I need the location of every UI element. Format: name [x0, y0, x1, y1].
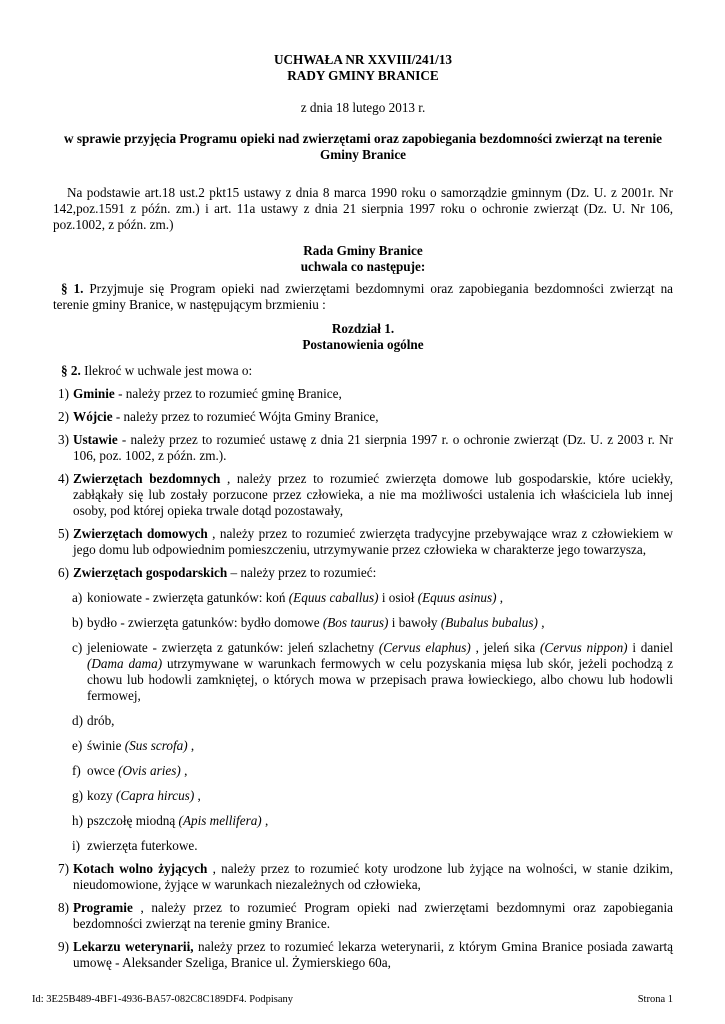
- sub-item-text: ,: [180, 763, 188, 778]
- sub-item-letter: f): [72, 763, 81, 778]
- item-number: 4): [58, 471, 69, 486]
- paragraph-1-mark: § 1.: [61, 281, 84, 296]
- item-text: - należy przez to rozumieć gminę Branice,: [114, 386, 342, 401]
- latin-name: (Apis mellifera): [178, 813, 262, 828]
- item-term: Gminie: [73, 386, 115, 401]
- sub-item: [53, 838, 673, 854]
- sub-item-text: owce: [87, 763, 119, 778]
- sub-item-letter: c): [72, 640, 83, 655]
- sub-item-text: pszczołę miodną: [87, 813, 179, 828]
- item-number: 3): [58, 432, 69, 447]
- item-term: Ustawie: [73, 432, 118, 447]
- sub-item-letter: b): [72, 615, 83, 630]
- chapter-line-2: Postanowienia ogólne: [302, 337, 424, 352]
- definition-item: [53, 861, 673, 893]
- sub-item-letter: d): [72, 713, 83, 728]
- sub-item-letter: g): [72, 788, 83, 803]
- item-text: , należy przez to rozumieć zwierzęta tradycyjne przebywające wraz z człowiekiem w jego domu lub odpowiednim pomieszczeniu, utrzymywanie przez człowieka w charakterze jego towarzysza,: [73, 526, 673, 557]
- sub-item-text: świnie: [87, 738, 125, 753]
- definition-item: [53, 526, 673, 558]
- sub-item: [53, 713, 673, 729]
- chapter-heading: [53, 321, 673, 353]
- latin-name: (Bos taurus): [322, 615, 389, 630]
- sub-item-text: ,: [496, 590, 504, 605]
- item-number: 5): [58, 526, 69, 541]
- item-term: Programie: [73, 900, 133, 915]
- sub-item: [53, 615, 673, 631]
- item-term: Zwierzętach domowych: [73, 526, 208, 541]
- latin-name: (Cervus nippon): [540, 640, 628, 655]
- definition-item: [53, 386, 673, 402]
- subject-line-2: Gminy Branice: [319, 147, 407, 162]
- definition-item: [53, 471, 673, 519]
- page-number: Strona 1: [637, 994, 673, 1005]
- document-id: Id: 3E25B489-4BF1-4936-BA57-082C8C189DF4. Podpisany: [32, 994, 294, 1005]
- sub-item-letter: e): [72, 738, 83, 753]
- item-number: 1): [58, 386, 69, 401]
- sub-item-text: i daniel: [627, 640, 673, 655]
- council-line-1: Rada Gminy Branice: [303, 243, 423, 258]
- item-term: Kotach wolno żyjących: [73, 861, 208, 876]
- latin-name: (Ovis aries): [118, 763, 181, 778]
- item-number: 7): [58, 861, 69, 876]
- sub-item-text: utrzymywane w warunkach fermowych w celu pozyskania mięsa lub skór, jeżeli pochodzą z chowu lub hodowli zamkniętej, o których mowa w przepisach prawa łowieckiego, albo chowu lub hodowli fermowej,: [87, 656, 673, 703]
- chapter-line-1: Rozdział 1.: [331, 321, 395, 336]
- definition-item: [53, 939, 673, 971]
- item-term: Wójcie: [73, 409, 113, 424]
- sub-item-text: i osioł: [378, 590, 418, 605]
- paragraph-2-text: Ilekroć w uchwale jest mowa o:: [80, 363, 253, 378]
- item-text: - należy przez to rozumieć Wójta Gminy Branice,: [112, 409, 379, 424]
- item-text: – należy przez to rozumieć:: [227, 565, 377, 580]
- sub-item-text: kozy: [87, 788, 116, 803]
- sub-item: [53, 738, 673, 754]
- definition-item: [53, 409, 673, 425]
- legal-basis: Na podstawie art.18 ust.2 pkt15 ustawy z dnia 8 marca 1990 roku o samorządzie gminnym (Dz. U. z 2001r. Nr 142,poz.1591 z późn. zm.) i art. 11a ustawy z dnia 21 sierpnia 1997 roku o ochronie zwierząt (Dz. U. Nr 106, poz.1002, z późn. zm.): [53, 185, 673, 232]
- latin-name: (Cervus elaphus): [378, 640, 471, 655]
- sub-item-text: zwierzęta futerkowe.: [87, 838, 198, 853]
- latin-name: (Sus scrofa): [124, 738, 188, 753]
- sub-item: [53, 763, 673, 779]
- item-number: 8): [58, 900, 69, 915]
- sub-item-text: jeleniowate - zwierzęta z gatunków: jeleń szlachetny: [87, 640, 379, 655]
- council-line-2: uchwala co następuje:: [300, 259, 426, 274]
- paragraph-1: [53, 281, 673, 313]
- item-term: Zwierzętach gospodarskich: [73, 565, 228, 580]
- sub-item: [53, 640, 673, 704]
- sub-item-text: ,: [187, 738, 195, 753]
- item-text: - należy przez to rozumieć ustawę z dnia 21 sierpnia 1997 r. o ochronie zwierząt (Dz. U. z 2003 r. Nr 106, poz. 1002, z późn. zm.).: [73, 432, 673, 463]
- paragraph-2: [53, 363, 673, 379]
- sub-item-letter: h): [72, 813, 83, 828]
- latin-name: (Equus asinus): [417, 590, 497, 605]
- title-line-2: RADY GMINY BRANICE: [287, 68, 439, 83]
- sub-item: [53, 813, 673, 829]
- sub-item-text: ,: [537, 615, 545, 630]
- item-text: , należy przez to rozumieć koty urodzone lub żyjące na wolności, w stanie dzikim, nieudomowione, żyjące w warunkach niezależnych od człowieka,: [73, 861, 673, 892]
- sub-item-text: ,: [261, 813, 269, 828]
- item-number: 2): [58, 409, 69, 424]
- item-term: Zwierzętach bezdomnych: [73, 471, 221, 486]
- sub-item-text: bydło - zwierzęta gatunków: bydło domowe: [87, 615, 323, 630]
- sub-item-text: i bawoły: [388, 615, 441, 630]
- sub-item-text: ,: [194, 788, 201, 803]
- resolution-subject: [53, 131, 673, 163]
- document-page: [53, 52, 673, 971]
- item-text: należy przez to rozumieć lekarza weterynarii, z którym Gmina Branice posiada zawartą umowę - Aleksander Szeliga, Branice ul. Żymierskiego 60a,: [73, 939, 673, 970]
- definition-item: [53, 900, 673, 932]
- page-footer: [32, 992, 673, 1008]
- item-term: Lekarzu weterynarii,: [73, 939, 194, 954]
- sub-item: [53, 788, 673, 804]
- sub-item-text: drób,: [87, 713, 115, 728]
- item-number: 9): [58, 939, 69, 954]
- paragraph-2-mark: § 2.: [61, 363, 81, 378]
- resolution-title: [53, 52, 673, 84]
- resolution-date: z dnia 18 lutego 2013 r.: [300, 100, 426, 115]
- item-text: , należy przez to rozumieć Program opieki nad zwierzętami bezdomnymi oraz zapobiegania bezdomności zwierząt na terenie gminy Branice.: [73, 900, 673, 931]
- item-text: , należy przez to rozumieć zwierzęta domowe lub gospodarskie, które uciekły, zabłąkały się lub zostały porzucone przez człowieka, a nie ma możliwości ustalenia ich właściciela lub innej osoby, pod której opieka trwale dotąd pozostawały,: [73, 471, 673, 518]
- title-line-1: UCHWAŁA NR XXVIII/241/13: [273, 52, 453, 67]
- latin-name: (Dama dama): [87, 656, 163, 671]
- sub-item-letter: a): [72, 590, 83, 605]
- sub-item-text: koniowate - zwierzęta gatunków: koń: [87, 590, 289, 605]
- council-heading: [53, 243, 673, 275]
- sub-item-text: , jeleń sika: [470, 640, 541, 655]
- item-number: 6): [58, 565, 69, 580]
- subject-line-1: w sprawie przyjęcia Programu opieki nad zwierzętami oraz zapobiegania bezdomności zwierząt na terenie: [64, 131, 662, 146]
- sub-item: [53, 590, 673, 606]
- sub-item-letter: i): [72, 838, 81, 853]
- latin-name: (Capra hircus): [115, 788, 195, 803]
- definition-item: [53, 432, 673, 464]
- definition-item: [53, 565, 673, 581]
- latin-name: (Bubalus bubalus): [440, 615, 538, 630]
- latin-name: (Equus caballus): [288, 590, 379, 605]
- paragraph-1-text: Przyjmuje się Program opieki nad zwierzętami bezdomnymi oraz zapobiegania bezdomności zwierząt na terenie gminy Branice, w następującym brzmieniu :: [53, 281, 674, 312]
